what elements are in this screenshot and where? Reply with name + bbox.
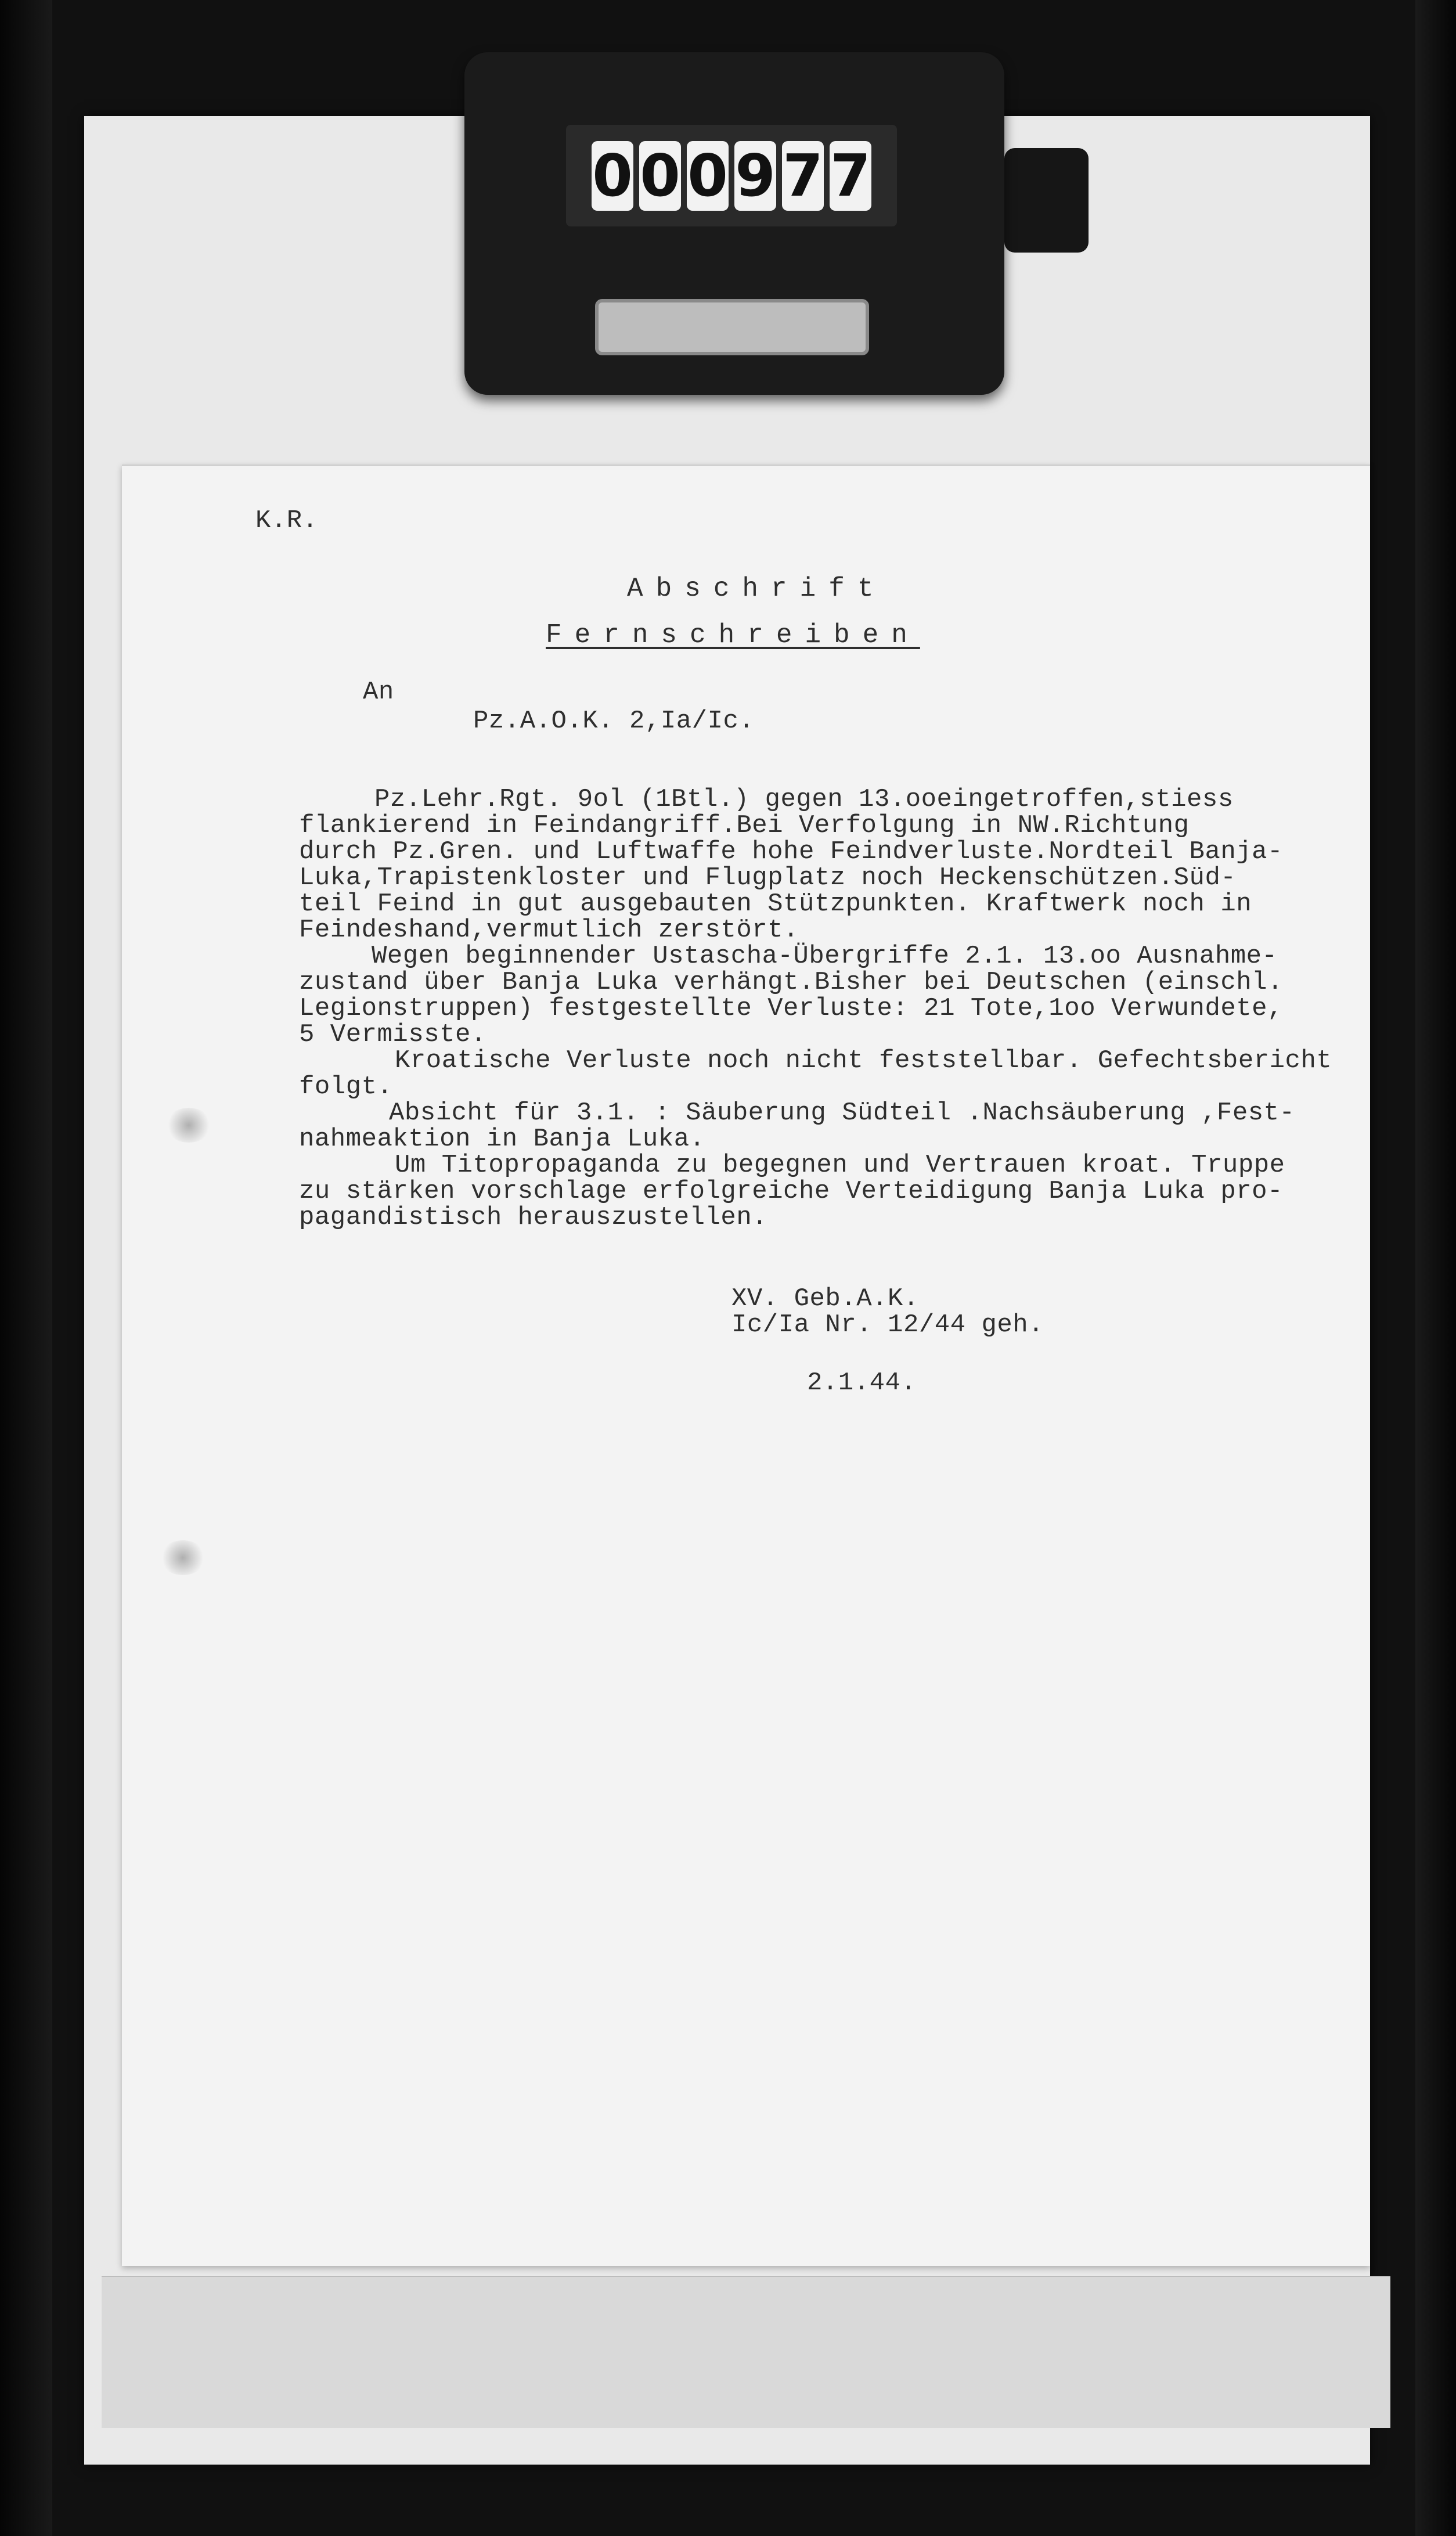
film-edge-right — [1415, 0, 1456, 2536]
signature-unit: XV. Geb.A.K. — [731, 1284, 919, 1313]
body-line: teil Feind in gut ausgebauten Stützpunkten. Kraftwerk noch in — [299, 889, 1252, 918]
body-line: zu stärken vorschlage erfolgreiche Verteidigung Banja Luka pro- — [299, 1177, 1283, 1206]
title-fernschreiben: Fernschreiben — [546, 620, 920, 650]
body-line: Pz.Lehr.Rgt. 9ol (1Btl.) gegen 13.ooeingetroffen,stiess — [374, 785, 1234, 814]
file-mark: K.R. — [255, 506, 318, 535]
signature-reference: Ic/Ia Nr. 12/44 geh. — [731, 1310, 1044, 1339]
body-line: zustand über Banja Luka verhängt.Bisher bei Deutschen (einschl. — [299, 968, 1283, 997]
counter-window — [566, 125, 897, 226]
recipient: Pz.A.O.K. 2,Ia/Ic. — [473, 707, 755, 736]
body-line: Absicht für 3.1. : Säuberung Südteil .Nachsäuberung ,Fest- — [389, 1098, 1295, 1127]
film-edge-left — [0, 0, 52, 2536]
backing-sheet-lower — [102, 2276, 1390, 2428]
body-line: Kroatische Verluste noch nicht feststellbar. Gefechtsbericht — [395, 1046, 1332, 1075]
document-page — [122, 464, 1370, 2266]
counter-cap — [1004, 148, 1089, 253]
counter-digit: 7 — [830, 141, 871, 210]
body-line: Feindeshand,vermutlich zerstört. — [299, 916, 799, 945]
document-date: 2.1.44. — [807, 1368, 917, 1397]
body-line: Um Titopropaganda zu begegnen und Vertrauen kroat. Truppe — [395, 1151, 1285, 1180]
body-line: durch Pz.Gren. und Luftwaffe hohe Feindverluste.Nordteil Banja- — [299, 837, 1283, 866]
counter-digit: 0 — [640, 141, 680, 210]
body-line: Wegen beginnender Ustascha-Übergriffe 2.1. 13.oo Ausnahme- — [372, 942, 1278, 971]
counter-digit: 0 — [592, 141, 633, 210]
title-abschrift: Abschrift — [627, 574, 886, 604]
body-line: Legionstruppen) festgestellte Verluste: 21 Tote,1oo Verwundete, — [299, 994, 1283, 1023]
body-line: 5 Vermisste. — [299, 1020, 486, 1049]
body-line: nahmeaktion in Banja Luka. — [299, 1125, 705, 1154]
body-line: pagandistisch herauszustellen. — [299, 1203, 768, 1232]
recipient-label: An — [363, 678, 394, 707]
frame-counter — [464, 52, 1004, 395]
counter-digit: 9 — [735, 141, 776, 210]
body-line: flankierend in Feindangriff.Bei Verfolgung in NW.Richtung — [299, 811, 1190, 840]
counter-digit: 7 — [783, 141, 823, 210]
counter-plate — [595, 299, 869, 355]
body-line: folgt. — [299, 1072, 393, 1101]
smudge-mark — [160, 1540, 206, 1575]
counter-digit: 0 — [687, 141, 728, 210]
smudge-mark — [165, 1108, 212, 1143]
body-line: Luka,Trapistenkloster und Flugplatz noch Heckenschützen.Süd- — [299, 863, 1237, 892]
